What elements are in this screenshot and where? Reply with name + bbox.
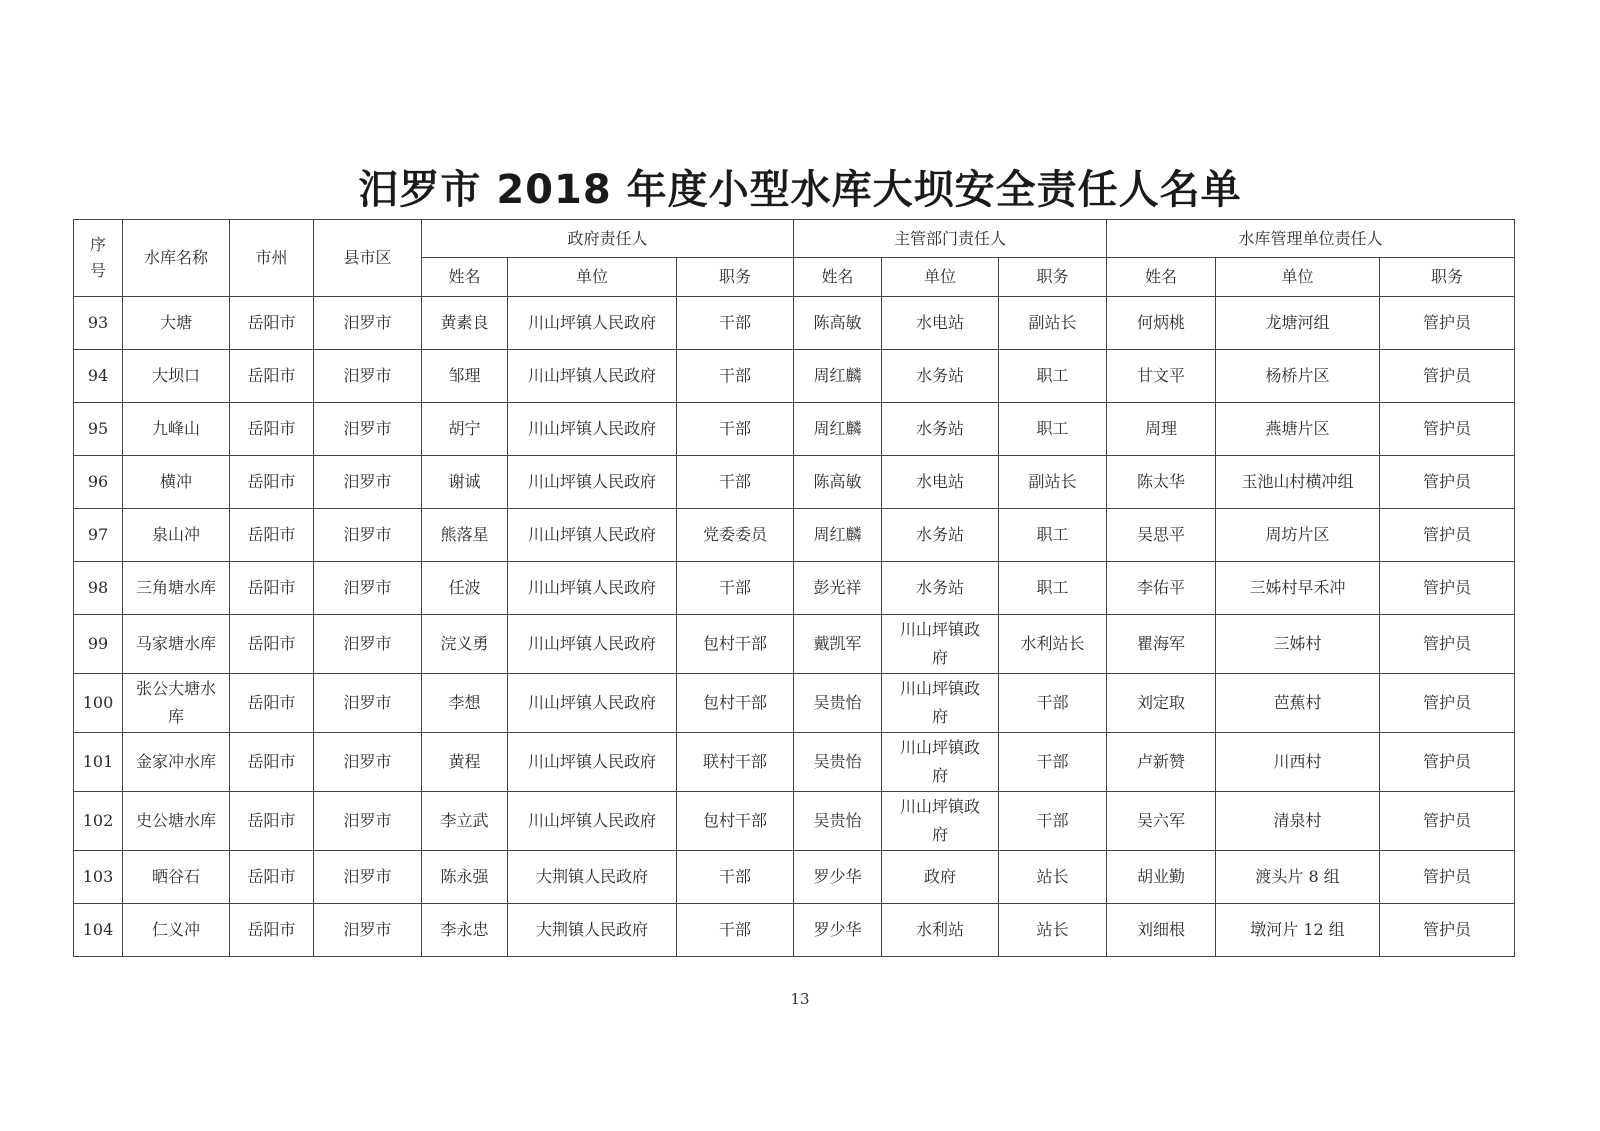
table-row [74, 456, 1515, 509]
cell-dept-unit: 川山坪镇政府 [882, 615, 999, 674]
header-dept-unit: 单位 [882, 258, 999, 297]
cell-gov-unit: 川山坪镇人民政府 [508, 792, 677, 851]
cell-mgmt-post: 管护员 [1380, 297, 1515, 350]
cell-mgmt-unit: 龙塘河组 [1216, 297, 1380, 350]
cell-dept-post: 干部 [999, 792, 1107, 851]
cell-city: 岳阳市 [230, 615, 314, 674]
cell-mgmt-name: 何炳桃 [1107, 297, 1216, 350]
cell-gov-unit: 川山坪镇人民政府 [508, 456, 677, 509]
cell-gov-name: 谢诚 [422, 456, 508, 509]
cell-mgmt-name: 周理 [1107, 403, 1216, 456]
cell-mgmt-post: 管护员 [1380, 792, 1515, 851]
cell-city: 岳阳市 [230, 733, 314, 792]
cell-gov-name: 胡宁 [422, 403, 508, 456]
cell-gov-post: 干部 [677, 297, 794, 350]
cell-seq: 102 [74, 792, 123, 851]
cell-mgmt-unit: 玉池山村横冲组 [1216, 456, 1380, 509]
table-header [74, 220, 1515, 297]
cell-gov-name: 李永忠 [422, 904, 508, 957]
cell-gov-name: 黄程 [422, 733, 508, 792]
cell-mgmt-unit: 杨桥片区 [1216, 350, 1380, 403]
cell-gov-unit: 川山坪镇人民政府 [508, 509, 677, 562]
cell-gov-post: 干部 [677, 562, 794, 615]
cell-mgmt-post: 管护员 [1380, 904, 1515, 957]
cell-seq: 99 [74, 615, 123, 674]
cell-gov-name: 李想 [422, 674, 508, 733]
cell-county: 汨罗市 [314, 674, 422, 733]
header-mgmt-group: 水库管理单位责任人 [1107, 220, 1515, 258]
cell-reservoir: 大塘 [123, 297, 230, 350]
cell-gov-post: 干部 [677, 904, 794, 957]
cell-dept-post: 站长 [999, 851, 1107, 904]
table-row [74, 562, 1515, 615]
cell-county: 汨罗市 [314, 562, 422, 615]
cell-gov-unit: 川山坪镇人民政府 [508, 403, 677, 456]
table-row [74, 851, 1515, 904]
cell-gov-post: 干部 [677, 350, 794, 403]
cell-mgmt-name: 陈太华 [1107, 456, 1216, 509]
cell-dept-name: 陈高敏 [794, 297, 882, 350]
cell-mgmt-unit: 三姊村早禾冲 [1216, 562, 1380, 615]
cell-county: 汨罗市 [314, 403, 422, 456]
cell-dept-unit: 政府 [882, 851, 999, 904]
cell-gov-unit: 大荆镇人民政府 [508, 904, 677, 957]
header-mgmt-name: 姓名 [1107, 258, 1216, 297]
cell-mgmt-unit: 燕塘片区 [1216, 403, 1380, 456]
cell-mgmt-unit: 川西村 [1216, 733, 1380, 792]
cell-reservoir: 大坝口 [123, 350, 230, 403]
cell-gov-unit: 川山坪镇人民政府 [508, 297, 677, 350]
cell-city: 岳阳市 [230, 562, 314, 615]
header-gov-group: 政府责任人 [422, 220, 794, 258]
cell-dept-unit: 水务站 [882, 509, 999, 562]
cell-county: 汨罗市 [314, 904, 422, 957]
cell-gov-name: 邹理 [422, 350, 508, 403]
cell-city: 岳阳市 [230, 297, 314, 350]
cell-seq: 96 [74, 456, 123, 509]
header-gov-unit: 单位 [508, 258, 677, 297]
cell-gov-post: 干部 [677, 403, 794, 456]
table-row [74, 904, 1515, 957]
cell-dept-name: 吴贵怡 [794, 674, 882, 733]
cell-reservoir: 横冲 [123, 456, 230, 509]
cell-mgmt-post: 管护员 [1380, 615, 1515, 674]
cell-mgmt-unit: 三姊村 [1216, 615, 1380, 674]
header-county: 县市区 [314, 220, 422, 297]
cell-dept-name: 周红麟 [794, 509, 882, 562]
cell-gov-name: 李立武 [422, 792, 508, 851]
header-seq: 序号 [74, 220, 123, 297]
cell-dept-name: 周红麟 [794, 403, 882, 456]
cell-mgmt-post: 管护员 [1380, 674, 1515, 733]
cell-city: 岳阳市 [230, 851, 314, 904]
cell-seq: 104 [74, 904, 123, 957]
cell-mgmt-unit: 周坊片区 [1216, 509, 1380, 562]
cell-gov-unit: 川山坪镇人民政府 [508, 350, 677, 403]
cell-city: 岳阳市 [230, 403, 314, 456]
cell-gov-name: 黄素良 [422, 297, 508, 350]
cell-city: 岳阳市 [230, 674, 314, 733]
header-mgmt-post: 职务 [1380, 258, 1515, 297]
cell-county: 汨罗市 [314, 733, 422, 792]
cell-dept-post: 站长 [999, 904, 1107, 957]
cell-dept-post: 干部 [999, 733, 1107, 792]
cell-gov-name: 熊落星 [422, 509, 508, 562]
cell-seq: 100 [74, 674, 123, 733]
cell-mgmt-name: 胡业勤 [1107, 851, 1216, 904]
cell-dept-name: 周红麟 [794, 350, 882, 403]
cell-reservoir: 金家冲水库 [123, 733, 230, 792]
cell-county: 汨罗市 [314, 615, 422, 674]
cell-gov-unit: 川山坪镇人民政府 [508, 562, 677, 615]
cell-mgmt-post: 管护员 [1380, 733, 1515, 792]
cell-gov-post: 联村干部 [677, 733, 794, 792]
cell-city: 岳阳市 [230, 456, 314, 509]
cell-dept-post: 副站长 [999, 297, 1107, 350]
cell-mgmt-unit: 墩河片 12 组 [1216, 904, 1380, 957]
cell-city: 岳阳市 [230, 792, 314, 851]
responsibility-table [73, 219, 1515, 957]
cell-dept-unit: 水电站 [882, 297, 999, 350]
header-gov-post: 职务 [677, 258, 794, 297]
cell-seq: 103 [74, 851, 123, 904]
cell-mgmt-name: 吴思平 [1107, 509, 1216, 562]
cell-gov-unit: 川山坪镇人民政府 [508, 733, 677, 792]
cell-dept-post: 职工 [999, 350, 1107, 403]
cell-dept-unit: 川山坪镇政府 [882, 674, 999, 733]
cell-reservoir: 泉山冲 [123, 509, 230, 562]
cell-dept-post: 水利站长 [999, 615, 1107, 674]
page-number: 13 [790, 990, 810, 1008]
cell-city: 岳阳市 [230, 509, 314, 562]
cell-gov-post: 包村干部 [677, 674, 794, 733]
cell-county: 汨罗市 [314, 297, 422, 350]
cell-mgmt-post: 管护员 [1380, 562, 1515, 615]
cell-mgmt-name: 李佑平 [1107, 562, 1216, 615]
cell-dept-name: 戴凯军 [794, 615, 882, 674]
cell-dept-name: 陈高敏 [794, 456, 882, 509]
table-row [74, 733, 1515, 792]
cell-gov-post: 包村干部 [677, 615, 794, 674]
cell-gov-unit: 川山坪镇人民政府 [508, 615, 677, 674]
cell-reservoir: 仁义冲 [123, 904, 230, 957]
cell-mgmt-post: 管护员 [1380, 403, 1515, 456]
cell-mgmt-name: 刘细根 [1107, 904, 1216, 957]
cell-mgmt-unit: 清泉村 [1216, 792, 1380, 851]
cell-city: 岳阳市 [230, 350, 314, 403]
header-mgmt-unit: 单位 [1216, 258, 1380, 297]
cell-seq: 98 [74, 562, 123, 615]
cell-dept-name: 吴贵怡 [794, 792, 882, 851]
cell-seq: 95 [74, 403, 123, 456]
header-city: 市州 [230, 220, 314, 297]
cell-gov-post: 包村干部 [677, 792, 794, 851]
table-row [74, 297, 1515, 350]
cell-reservoir: 马家塘水库 [123, 615, 230, 674]
cell-reservoir: 晒谷石 [123, 851, 230, 904]
cell-dept-unit: 水务站 [882, 403, 999, 456]
cell-seq: 94 [74, 350, 123, 403]
cell-dept-post: 干部 [999, 674, 1107, 733]
header-reservoir: 水库名称 [123, 220, 230, 297]
cell-dept-unit: 水务站 [882, 562, 999, 615]
cell-county: 汨罗市 [314, 792, 422, 851]
table-row [74, 792, 1515, 851]
cell-dept-unit: 水利站 [882, 904, 999, 957]
cell-dept-name: 彭光祥 [794, 562, 882, 615]
cell-dept-post: 职工 [999, 509, 1107, 562]
cell-dept-unit: 水电站 [882, 456, 999, 509]
table-body [74, 297, 1515, 957]
header-dept-group: 主管部门责任人 [794, 220, 1107, 258]
cell-dept-unit: 川山坪镇政府 [882, 733, 999, 792]
cell-seq: 93 [74, 297, 123, 350]
cell-dept-unit: 川山坪镇政府 [882, 792, 999, 851]
header-dept-name: 姓名 [794, 258, 882, 297]
cell-county: 汨罗市 [314, 350, 422, 403]
cell-dept-name: 罗少华 [794, 904, 882, 957]
cell-seq: 97 [74, 509, 123, 562]
header-gov-name: 姓名 [422, 258, 508, 297]
cell-dept-post: 副站长 [999, 456, 1107, 509]
cell-mgmt-post: 管护员 [1380, 851, 1515, 904]
cell-gov-unit: 川山坪镇人民政府 [508, 674, 677, 733]
cell-mgmt-post: 管护员 [1380, 350, 1515, 403]
cell-county: 汨罗市 [314, 851, 422, 904]
cell-mgmt-unit: 渡头片 8 组 [1216, 851, 1380, 904]
cell-reservoir: 九峰山 [123, 403, 230, 456]
cell-gov-name: 浣义勇 [422, 615, 508, 674]
cell-dept-post: 职工 [999, 403, 1107, 456]
cell-gov-post: 干部 [677, 456, 794, 509]
cell-gov-name: 任波 [422, 562, 508, 615]
table-row [74, 615, 1515, 674]
cell-county: 汨罗市 [314, 456, 422, 509]
document-title: 汨罗市 2018 年度小型水库大坝安全责任人名单 [358, 167, 1242, 213]
cell-mgmt-post: 管护员 [1380, 509, 1515, 562]
cell-city: 岳阳市 [230, 904, 314, 957]
cell-dept-name: 吴贵怡 [794, 733, 882, 792]
cell-mgmt-post: 管护员 [1380, 456, 1515, 509]
cell-gov-post: 干部 [677, 851, 794, 904]
cell-gov-unit: 大荆镇人民政府 [508, 851, 677, 904]
cell-gov-name: 陈永强 [422, 851, 508, 904]
table-row [74, 350, 1515, 403]
cell-mgmt-name: 刘定取 [1107, 674, 1216, 733]
cell-dept-unit: 水务站 [882, 350, 999, 403]
table-row [74, 509, 1515, 562]
table-row [74, 403, 1515, 456]
cell-dept-name: 罗少华 [794, 851, 882, 904]
cell-reservoir: 三角塘水库 [123, 562, 230, 615]
cell-mgmt-name: 瞿海军 [1107, 615, 1216, 674]
cell-reservoir: 史公塘水库 [123, 792, 230, 851]
cell-mgmt-name: 卢新赞 [1107, 733, 1216, 792]
cell-county: 汨罗市 [314, 509, 422, 562]
cell-mgmt-unit: 芭蕉村 [1216, 674, 1380, 733]
header-dept-post: 职务 [999, 258, 1107, 297]
cell-reservoir: 张公大塘水库 [123, 674, 230, 733]
cell-mgmt-name: 吴六军 [1107, 792, 1216, 851]
cell-gov-post: 党委委员 [677, 509, 794, 562]
cell-dept-post: 职工 [999, 562, 1107, 615]
cell-mgmt-name: 甘文平 [1107, 350, 1216, 403]
table-row [74, 674, 1515, 733]
cell-seq: 101 [74, 733, 123, 792]
